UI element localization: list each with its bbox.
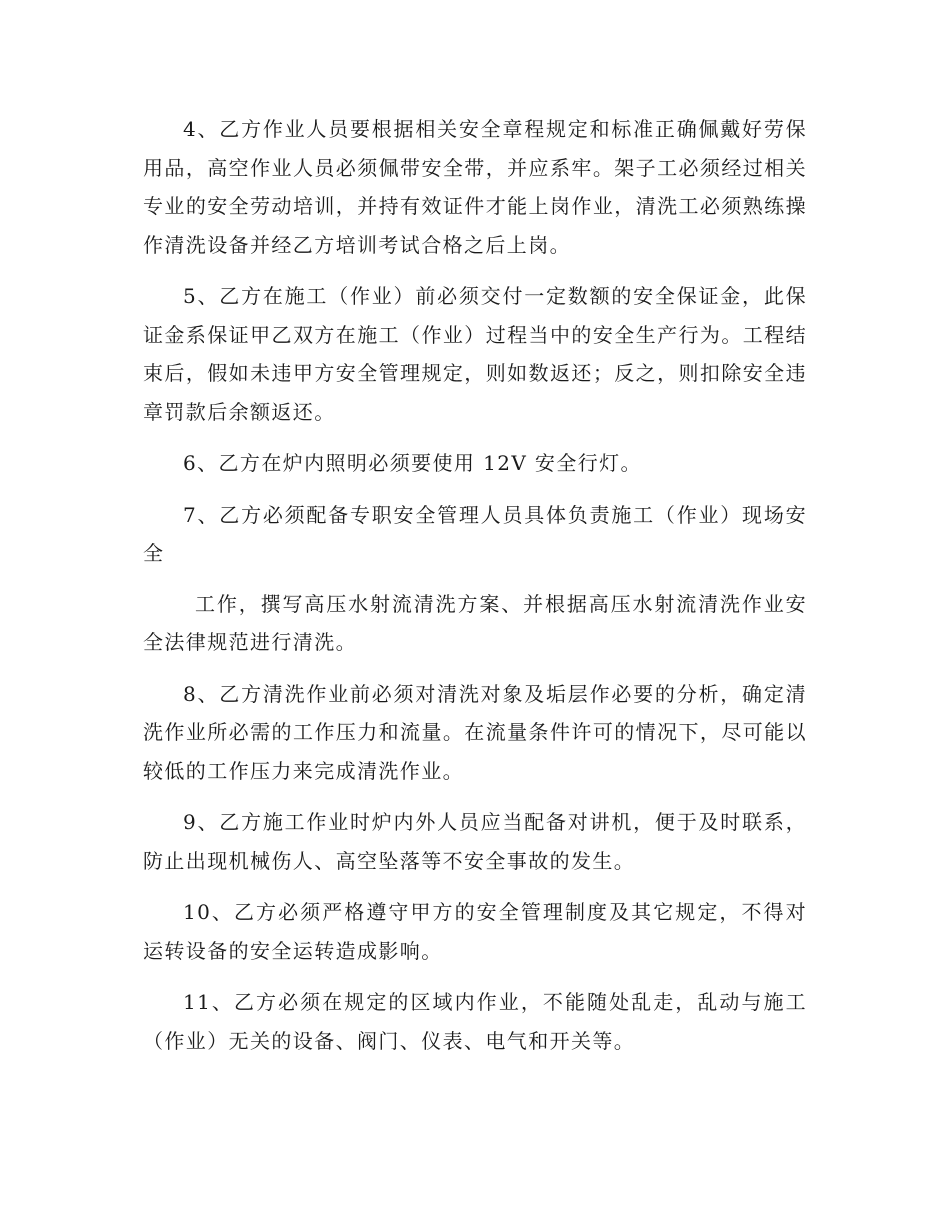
paragraph-7: 7、乙方必须配备专职安全管理人员具体负责施工（作业）现场安全 xyxy=(143,502,807,565)
paragraph-6: 6、乙方在炉内照明必须要使用 12V 安全行灯。 xyxy=(183,451,642,475)
paragraph-9: 9、乙方施工作业时炉内外人员应当配备对讲机，便于及时联系，防止出现机械伤人、高空坠落等不安全事故的发生。 xyxy=(143,810,807,873)
paragraph-7-continued: 工作，撰写高压水射流清洗方案、并根据高压水射流清洗作业安全法律规范进行清洗。 xyxy=(143,591,807,654)
document-page xyxy=(143,110,807,1073)
paragraph-8: 8、乙方清洗作业前必须对清洗对象及垢层作必要的分析，确定清洗作业所必需的工作压力和流量。在流量条件许可的情况下，尽可能以较低的工作压力来完成清洗作业。 xyxy=(143,681,807,783)
paragraph-10: 10、乙方必须严格遵守甲方的安全管理制度及其它规定，不得对运转设备的安全运转造成影响。 xyxy=(143,900,807,963)
paragraph-5: 5、乙方在施工（作业）前必须交付一定数额的安全保证金，此保证金系保证甲乙双方在施工（作业）过程当中的安全生产行为。工程结束后，假如未违甲方安全管理规定，则如数返还；反之，则扣除安全违章罚款后余额返还。 xyxy=(143,284,807,424)
paragraph-11: 11、乙方必须在规定的区域内作业，不能随处乱走，乱动与施工（作业）无关的设备、阀门、仪表、电气和开关等。 xyxy=(143,990,807,1053)
paragraph-4: 4、乙方作业人员要根据相关安全章程规定和标准正确佩戴好劳保用品，高空作业人员必须佩带安全带，并应系牢。架子工必须经过相关专业的安全劳动培训，并持有效证件才能上岗作业，清洗工必须熟练操作清洗设备并经乙方培训考试合格之后上岗。 xyxy=(143,117,807,257)
